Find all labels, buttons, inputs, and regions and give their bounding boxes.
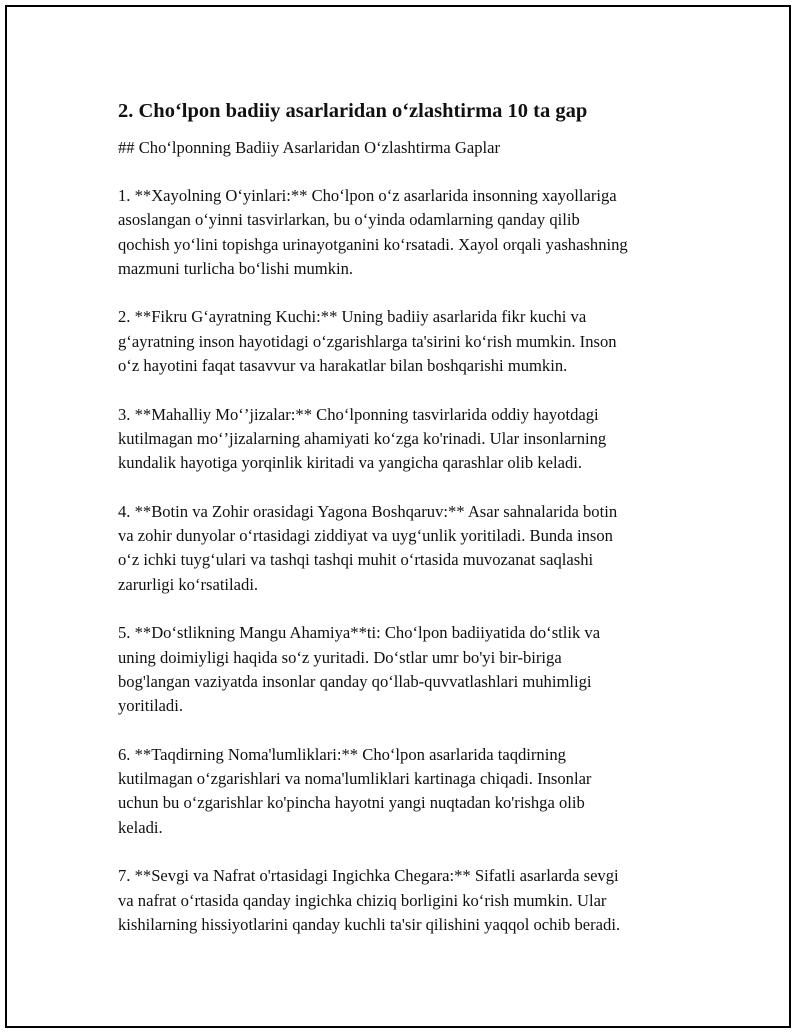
paragraph-7 [118,864,698,937]
paragraph-line: 2. **Fikru G‘ayratning Kuchi:** Uning badiiy asarlarida fikr kuchi va [118,307,587,327]
paragraph-line: o‘z ichki tuyg‘ulari va tashqi tashqi muhit o‘rtasida muvozanat saqlashi [118,550,594,570]
paragraph-line: 1. **Xayolning O‘yinlari:** Cho‘lpon o‘z asarlarida insonning xayollariga [118,186,617,205]
paragraph-line: uning doimiyligi haqida so‘z yuritadi. Do‘stlar umr bo'yi bir-biriga [118,647,562,667]
document-content [118,97,698,962]
paragraph-line: 5. **Do‘stlikning Mangu Ahamiya**ti: Cho‘lpon badiiyatida do‘stlik va [118,623,601,643]
paragraph-line: 7. **Sevgi va Nafrat o'rtasidagi Ingichka Chegara:** Sifatli asarlarda sevgi [118,866,619,886]
paragraph-line: keladi. [118,817,163,837]
document-title: 2. Cho‘lpon badiiy asarlaridan o‘zlashtirma 10 ta gap [118,100,588,122]
paragraph-line: kutilmagan mo‘’jizalarning ahamiyati ko‘zga ko'rinadi. Ular insonlarning [118,428,607,448]
document-page [5,5,791,1028]
paragraph-line: va zohir dunyolar o‘rtasidagi ziddiyat va uyg‘unlik yoritiladi. Bunda inson [118,526,613,546]
paragraph-line: kishilarning hissiyotlarini qanday kuchli ta'sir qilishini yaqqol ochib beradi. [118,914,621,934]
paragraph-3 [118,403,698,476]
paragraph-line: va nafrat o‘rtasida qanday ingichka chiziq borligini ko‘rish mumkin. Ular [118,890,607,910]
paragraph-line: mazmuni turlicha bo‘lishi mumkin. [118,258,354,278]
paragraph-line: kundalik hayotiga yorqinlik kiritadi va yangicha qarashlar olib keladi. [118,453,583,473]
paragraph-line: g‘ayratning inson hayotidagi o‘zgarishlarga ta'sirini ko‘rish mumkin. Inson [118,331,617,351]
paragraph-line: o‘z hayotini faqat tasavvur va harakatlar bilan boshqarishi mumkin. [118,356,568,376]
paragraph-line: asoslangan o‘yinni tasvirlarkan, bu o‘yinda odamlarning qanday qilib [118,210,580,230]
paragraph-line: kutilmagan o‘zgarishlari va noma'lumliklari kartinaga chiqadi. Insonlar [118,769,592,789]
paragraph-line: uchun bu o‘zgarishlar ko'pincha hayotni yangi nuqtadan ko'rishga olib [118,793,585,813]
paragraph-line: 4. **Botin va Zohir orasidagi Yagona Boshqaruv:** Asar sahnalarida botin [118,501,618,521]
paragraph-line: zarurligi ko‘rsatiladi. [118,574,259,594]
paragraph-4 [118,500,698,597]
document-subtitle: ## Cho‘lponning Badiiy Asarlaridan O‘zlashtirma Gaplar [118,138,501,157]
paragraph-1 [118,184,698,281]
paragraph-line: 6. **Taqdirning Noma'lumliklari:** Cho‘lpon asarlarida taqdirning [118,744,566,764]
paragraph-line: qochish yo‘lini topishga urinayotganini ko‘rsatadi. Xayol orqali yashashning [118,234,628,254]
paragraph-line: bog'langan vaziyatda insonlar qanday qo‘llab-quvvatlashlari muhimligi [118,671,592,691]
paragraph-5 [118,621,698,718]
paragraph-6 [118,743,698,840]
paragraph-line: 3. **Mahalliy Mo‘’jizalar:** Cho‘lponning tasvirlarida oddiy hayotdagi [118,404,599,424]
paragraph-2 [118,305,698,378]
paragraph-line: yoritiladi. [118,696,183,716]
